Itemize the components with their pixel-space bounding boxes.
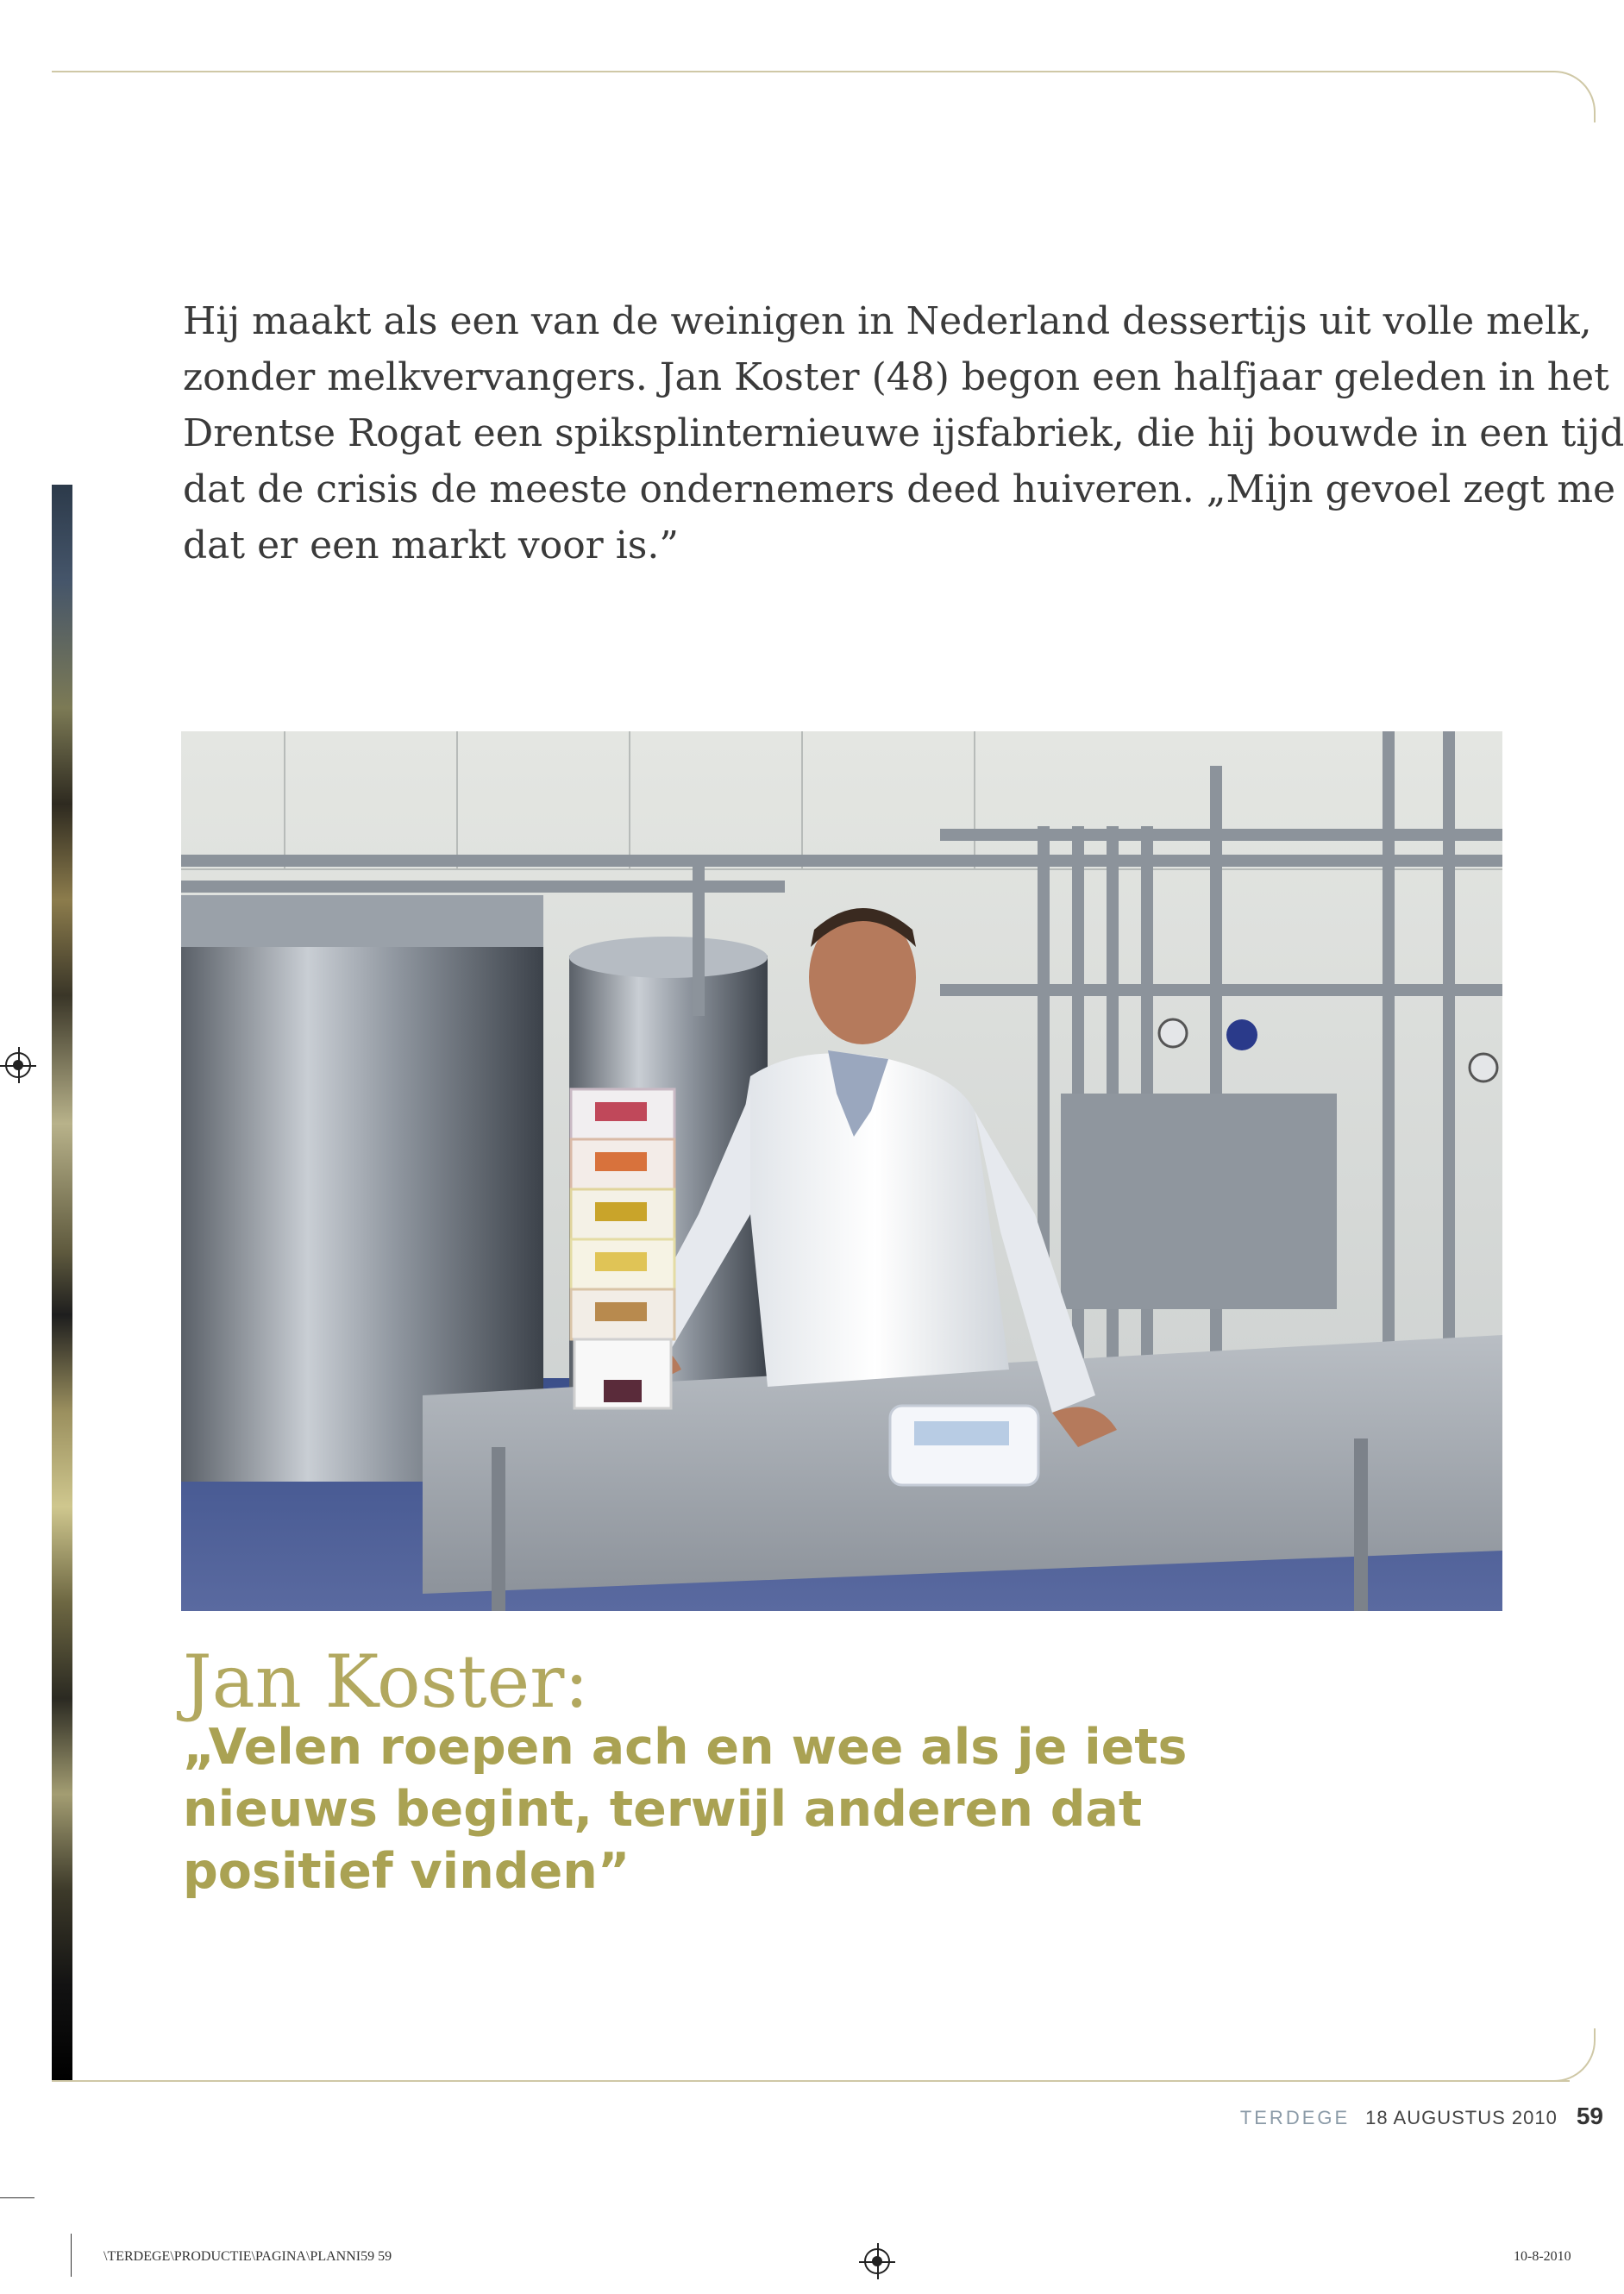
bottom-frame-corner (1518, 2028, 1596, 2082)
side-photo-strip (52, 485, 72, 2082)
pull-quote-line: nieuws begint, terwijl anderen dat (183, 1781, 1143, 1838)
intro-line: dat er een markt voor is.” (183, 523, 679, 567)
intro-line: Hij maakt als een van de weinigen in Nederland dessertijs uit volle melk, (183, 299, 1592, 343)
intro-paragraph (183, 293, 1624, 574)
intro-line: zonder melkvervangers. Jan Koster (48) begon een halfjaar geleden in het (183, 355, 1609, 399)
crop-mark (71, 2234, 72, 2277)
intro-line: Drentse Rogat een spiksplinternieuwe ijsfabriek, die hij bouwde in een tijd (183, 411, 1624, 455)
crop-mark (0, 2197, 34, 2198)
issue-date: 18 AUGUSTUS 2010 (1365, 2107, 1558, 2128)
factory-photo (181, 731, 1502, 1611)
registration-mark-icon (864, 2248, 890, 2274)
print-date-slug: 10-8-2010 (1514, 2249, 1571, 2264)
top-frame-line (52, 71, 1535, 72)
registration-mark-icon (5, 1052, 31, 1078)
file-path-slug: \TERDEGE\PRODUCTIE\PAGINA\PLANNI59 59 (103, 2249, 392, 2264)
page-footer (1239, 2103, 1603, 2137)
pull-quote-line: „Velen roepen ach en wee als je iets (183, 1719, 1188, 1776)
page-number: 59 (1576, 2103, 1603, 2129)
top-frame-corner (1518, 71, 1596, 122)
intro-line: dat de crisis de meeste ondernemers deed huiveren. „Mijn gevoel zegt me (183, 467, 1616, 511)
bottom-frame-line (52, 2080, 1570, 2082)
pull-quote (183, 1716, 1390, 1902)
pull-quote-line: positief vinden” (183, 1843, 630, 1900)
magazine-name: TERDEGE (1239, 2107, 1351, 2128)
person-name-heading: Jan Koster: (183, 1639, 589, 1724)
